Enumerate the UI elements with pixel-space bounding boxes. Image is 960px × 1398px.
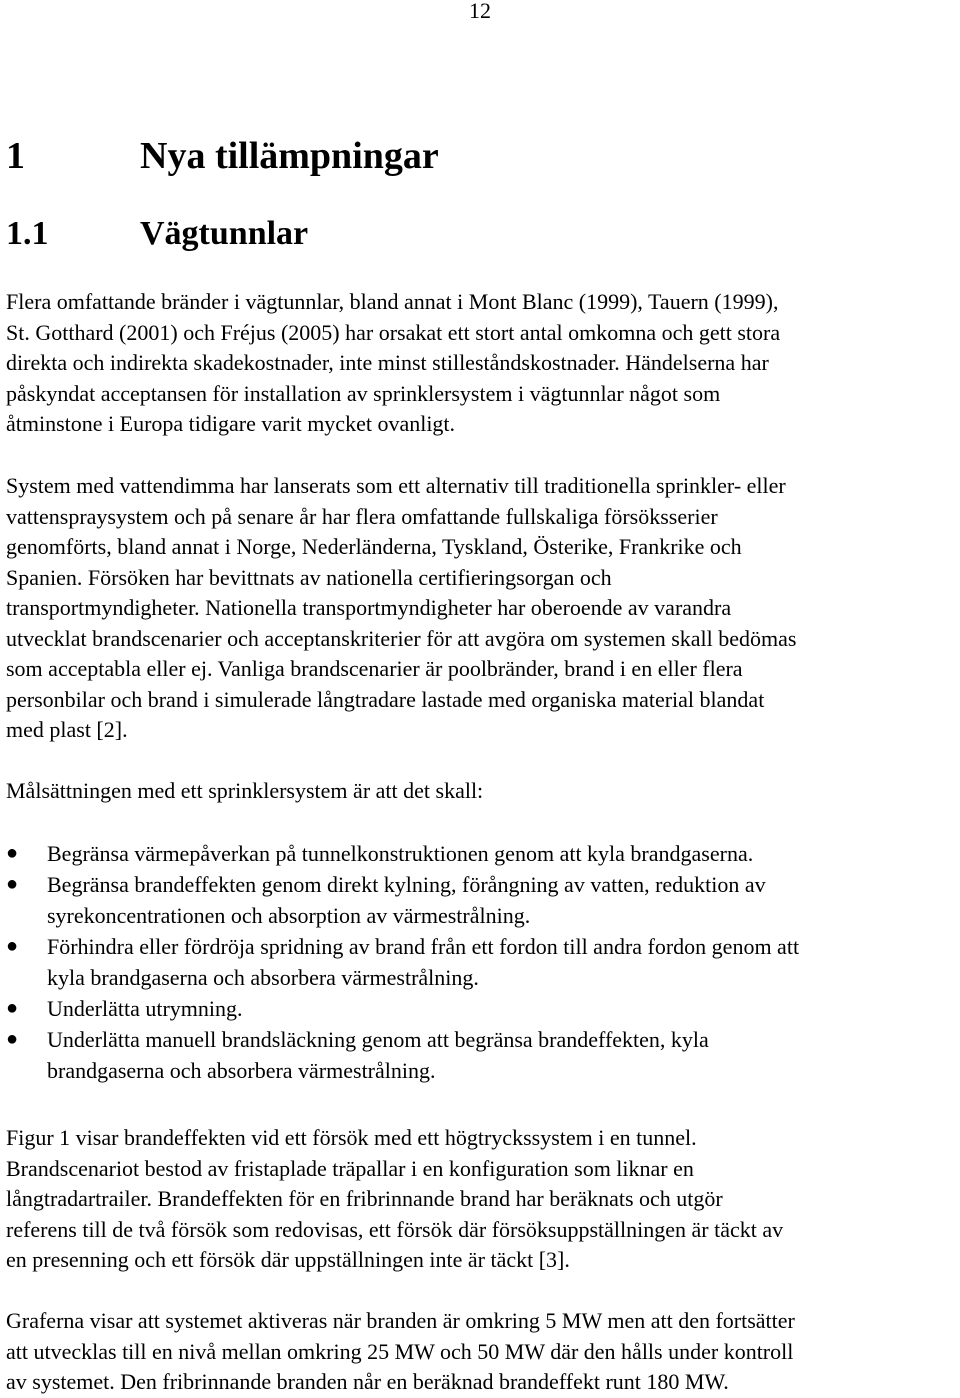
list-item — [6, 838, 956, 869]
bullet-icon: ● — [6, 842, 19, 864]
objective-list — [6, 838, 956, 1086]
bullet-icon: ● — [6, 997, 19, 1019]
list-item — [6, 1024, 956, 1086]
text-line: genomförts, bland annat i Norge, Nederländerna, Tyskland, Österike, Frankrike och — [6, 534, 742, 559]
text-line: kyla brandgaserna och absorbera värmestrålning. — [47, 965, 479, 990]
paragraph-graphs — [6, 1306, 956, 1398]
text-line: System med vattendimma har lanserats som ett alternativ till traditionella sprinkler- eller — [6, 473, 786, 498]
text-line: med plast [2]. — [6, 717, 128, 742]
text-line: Begränsa brandeffekten genom direkt kylning, förångning av vatten, reduktion av — [47, 872, 766, 897]
paragraph-intro — [6, 287, 956, 440]
text-line: Underlätta manuell brandsläckning genom att begränsa brandeffekten, kyla — [47, 1027, 709, 1052]
text-line: av systemet. Den fribrinnande branden når en beräknad brandeffekt runt 180 MW. — [6, 1369, 729, 1394]
list-item — [6, 993, 956, 1024]
text-line: Målsättningen med ett sprinklersystem är att det skall: — [6, 778, 484, 803]
text-line: Flera omfattande bränder i vägtunnlar, bland annat i Mont Blanc (1999), Tauern (1999), — [6, 289, 779, 314]
text-line: Begränsa värmepåverkan på tunnelkonstruktionen genom att kyla brandgaserna. — [47, 841, 754, 866]
text-line: Brandscenariot bestod av fristaplade träpallar i en konfiguration som liknar en — [6, 1155, 694, 1181]
bullet-icon: ● — [6, 873, 19, 895]
text-line: utvecklat brandscenarier och acceptanskriterier för att avgöra om systemen skall bedömas — [6, 625, 797, 651]
text-line: referens till de två försök som redovisas, ett försök där försöksuppställningen är täckt av — [6, 1216, 784, 1242]
list-item — [6, 931, 956, 993]
text-line: åtminstone i Europa tidigare varit mycket ovanligt. — [6, 411, 456, 436]
paragraph-objective — [6, 776, 956, 807]
text-line: påskyndat acceptansen för installation av sprinklersystem i vägtunnlar något som — [6, 380, 721, 406]
text-line: syrekoncentrationen och absorption av värmestrålning. — [47, 903, 531, 928]
section-heading — [6, 211, 308, 257]
section-number: 1.1 — [6, 215, 49, 252]
text-line: att utvecklas till en nivå mellan omkring 25 MW och 50 MW där den hålls under kontroll — [6, 1338, 794, 1364]
text-line: Förhindra eller fördröja spridning av brand från ett fordon till andra fordon genom att — [47, 934, 800, 959]
text-line: brandgaserna och absorbera värmestrålning. — [47, 1058, 436, 1083]
text-line: direkta och indirekta skadekostnader, inte minst stilleståndskostnader. Händelserna har — [6, 350, 769, 375]
text-line: transportmyndigheter. Nationella transportmyndigheter har oberoende av varandra — [6, 595, 732, 620]
text-line: Spanien. Försöken har bevittnats av nationella certifieringsorgan och — [6, 564, 612, 590]
text-line: Graferna visar att systemet aktiveras när branden är omkring 5 MW men att den fortsätter — [6, 1308, 795, 1333]
chapter-heading — [6, 131, 439, 181]
chapter-number: 1 — [6, 135, 25, 177]
text-line: Figur 1 visar brandeffekten vid ett försök med ett högtryckssystem i en tunnel. — [6, 1125, 697, 1150]
section-title: Vägtunnlar — [140, 215, 309, 252]
page-number: 12 — [469, 0, 491, 23]
chapter-title: Nya tillämpningar — [140, 135, 439, 177]
bullet-icon: ● — [6, 935, 19, 957]
text-line: personbilar och brand i simulerade långtradare lastade med organiska material blandat — [6, 686, 765, 712]
text-line: som acceptabla eller ej. Vanliga brandscenarier är poolbränder, brand i en eller flera — [6, 656, 743, 681]
text-line: Underlätta utrymning. — [47, 996, 243, 1021]
text-line: en presenning och ett försök där uppställningen inte är täckt [3]. — [6, 1247, 570, 1272]
text-line: vattenspraysystem och på senare år har flera omfattande fullskaliga försöksserier — [6, 503, 718, 529]
paragraph-figure — [6, 1123, 956, 1276]
paragraph-water-mist — [6, 471, 956, 746]
text-line: långtradartrailer. Brandeffekten för en fribrinnande brand har beräknats och utgör — [6, 1186, 723, 1211]
text-line: St. Gotthard (2001) och Fréjus (2005) har orsakat ett stort antal omkomna och gett stora — [6, 319, 781, 345]
list-item — [6, 869, 956, 931]
bullet-icon: ● — [6, 1028, 19, 1050]
